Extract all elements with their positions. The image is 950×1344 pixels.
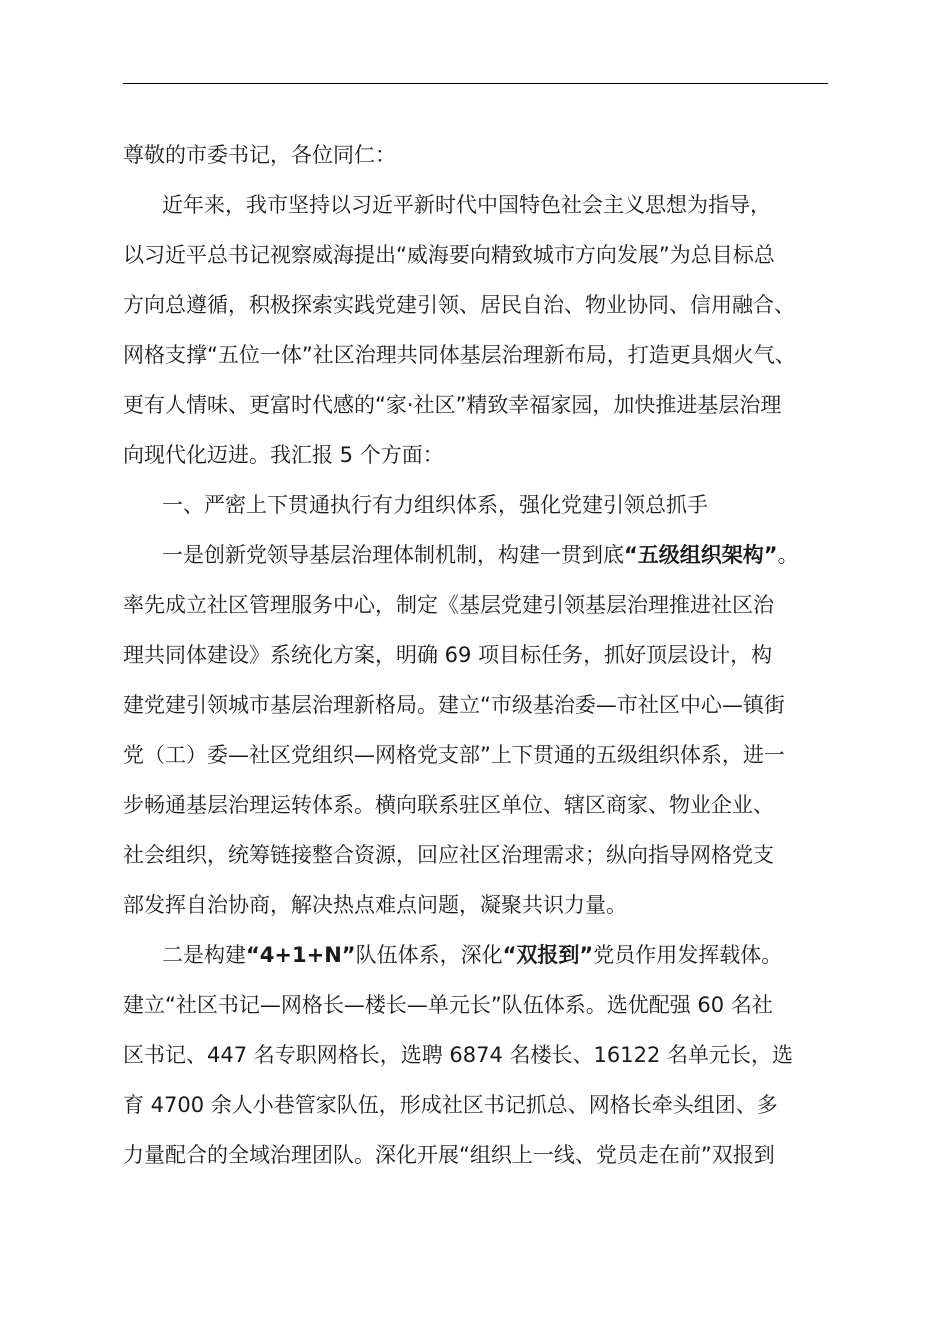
paragraph-line: 以习近平总书记视察威海提出“威海要向精致城市方向发展”为总目标总 bbox=[123, 243, 775, 267]
paragraph-line: 力量配合的全域治理团队。深化开展“组织上一线、党员走在前”双报到 bbox=[123, 1143, 775, 1167]
paragraph-line: 社会组织，统筹链接整合资源，回应社区治理需求；纵向指导网格党支 bbox=[123, 843, 774, 867]
paragraph-line: 网格支撑“五位一体”社区治理共同体基层治理新布局，打造更具烟火气、 bbox=[123, 343, 796, 367]
line-text: 党员作用发挥载体。 bbox=[593, 943, 783, 967]
paragraph-line: 理共同体建设》系统化方案，明确 69 项目标任务，抓好顶层设计，构 bbox=[123, 643, 773, 667]
line-text: 一是创新党领导基层治理体制机制，构建一贯到底 bbox=[162, 543, 624, 567]
paragraph-line: 育 4700 余人小巷管家队伍，形成社区书记抓总、网格长牵头组团、多 bbox=[123, 1093, 778, 1117]
paragraph-line: 建党建引领城市基层治理新格局。建立“市级基治委—市社区中心—镇街 bbox=[123, 693, 785, 717]
paragraph-line: 步畅通基层治理运转体系。横向联系驻区单位、辖区商家、物业企业、 bbox=[123, 793, 774, 817]
paragraph-line: 区书记、447 名专职网格长，选聘 6874 名楼长、16122 名单元长，选 bbox=[123, 1043, 794, 1067]
paragraph-line bbox=[123, 930, 829, 980]
header-divider bbox=[123, 83, 828, 84]
line-text: 队伍体系，深化 bbox=[355, 943, 503, 967]
paragraph-line: 近年来，我市坚持以习近平新时代中国特色社会主义思想为指导， bbox=[162, 193, 771, 217]
bold-emphasis: “4+1+N” bbox=[246, 943, 356, 967]
paragraph-line: 向现代化迈进。我汇报 5 个方面： bbox=[123, 443, 444, 467]
paragraph-line: 部发挥自治协商，解决热点难点问题，凝聚共识力量。 bbox=[123, 893, 627, 917]
bold-emphasis: “双报到” bbox=[502, 943, 594, 967]
section-heading: 一、严密上下贯通执行有力组织体系，强化党建引领总抓手 bbox=[162, 493, 708, 517]
paragraph-line bbox=[123, 530, 829, 580]
document-body bbox=[123, 130, 829, 1180]
line-text: 。 bbox=[777, 543, 799, 567]
bold-emphasis: “五级组织架构” bbox=[624, 543, 778, 567]
paragraph-line: 方向总遵循，积极探索实践党建引领、居民自治、物业协同、信用融合、 bbox=[123, 293, 795, 317]
paragraph-line: 建立“社区书记—网格长—楼长—单元长”队伍体系。选优配强 60 名社 bbox=[123, 993, 773, 1017]
salutation: 尊敬的市委书记，各位同仁： bbox=[123, 143, 396, 167]
paragraph-line: 更有人情味、更富时代感的“家·社区”精致幸福家园，加快推进基层治理 bbox=[123, 393, 782, 417]
line-text: 二是构建 bbox=[162, 943, 246, 967]
paragraph-line: 率先成立社区管理服务中心，制定《基层党建引领基层治理推进社区治 bbox=[123, 593, 774, 617]
paragraph-line: 党（工）委—社区党组织—网格党支部”上下贯通的五级组织体系，进一 bbox=[123, 743, 785, 767]
